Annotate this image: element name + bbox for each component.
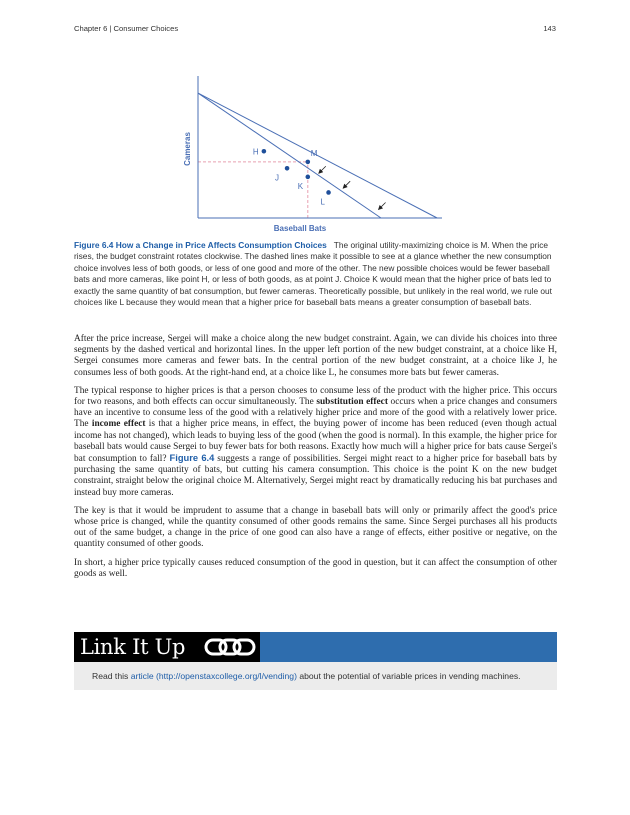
paragraph-4: In short, a higher price typically causes reduced consumption of the good in question, but it can affect the consumption of other goods as well.	[74, 557, 557, 579]
x-axis-label: Baseball Bats	[273, 224, 327, 233]
figure-caption	[74, 240, 557, 308]
point-label-h: H	[252, 147, 259, 157]
point-l	[326, 190, 331, 195]
link-it-up-text-before: Read this	[92, 671, 131, 681]
figure-reference-link[interactable]: Figure 6.4	[169, 453, 215, 464]
link-it-up-box	[74, 632, 557, 690]
paragraph-2-part-d: suggests a range of possibilities. Sergei might react to a higher price for baseball bats by purchasing the same quantity of bats, but cutting his camera consumption. This choice is the point K on the new budget constraint, straight below the original choice M. Alternatively, Sergei might react by dramatically reducing his bat purchases and instead buy more cameras.	[74, 454, 557, 498]
link-it-up-header	[74, 632, 557, 662]
running-header-chapter: Chapter 6 | Consumer Choices	[74, 24, 179, 33]
new-budget-constraint	[198, 93, 381, 218]
paragraph-2-part-b: occurs when a price changes and consumers have an incentive to consume less of the good with a relatively higher price and more of the good with a relatively lower price. The	[74, 397, 558, 430]
point-k	[306, 175, 311, 180]
link-it-up-text-after: about the potential of variable prices in vending machines.	[296, 671, 521, 681]
point-h	[262, 149, 267, 154]
paragraph-2-part-a: The typical response to higher prices is that a person chooses to consume less of the product with the higher price. This occurs for two reasons, and both effects can occur simultaneously. The	[74, 385, 557, 408]
point-label-l: L	[320, 197, 325, 207]
budget-constraint-chart	[180, 68, 450, 238]
figure-caption-label: Figure 6.4 How a Change in Price Affects Consumption Choices	[74, 240, 327, 250]
term-income-effect: income effect	[91, 419, 146, 430]
link-it-up-title: Link It Up	[74, 632, 260, 662]
point-label-m: M	[310, 148, 318, 158]
paragraph-3: The key is that it would be imprudent to assume that a change in baseball bats will only or primarily affect the good's price whose price is changed, while the quantity consumed of other goods remains the same. Since Sergei purchases all his products out of the same budget, a change in the price of one good can also have a range of effects, either positive or negative, on the quantity consumed of other goods.	[74, 505, 557, 550]
rotation-arrow-1	[319, 166, 326, 173]
link-it-up-body	[74, 662, 557, 690]
paragraph-2	[74, 386, 557, 499]
y-axis-label: Cameras	[183, 132, 192, 166]
figure-caption-text: The original utility-maximizing choice is M. When the price rises, the budget constraint rotates clockwise. The dashed lines make it possible to see at a glance whether the new consumption choice involves less of both goods, or less of one good and more of the other. The new possible choices would be fewer baseball bats and more cameras, like point H, or less of both goods, as at point J. Choice K would mean that the higher price of bats led to exactly the same quantity of bat consumption, but fewer cameras. Theoretically possible, but unlikely in the real world, we rule out choices like L because they would mean that a higher price for baseball bats means a greater consumption of baseball bats.	[74, 240, 553, 308]
term-substitution-effect: substitution effect	[316, 397, 388, 408]
page-number: 143	[543, 24, 556, 33]
point-j	[285, 166, 290, 171]
rotation-arrow-2	[343, 181, 350, 188]
rotation-arrow-3	[379, 202, 386, 209]
paragraph-1: After the price increase, Sergei will make a choice along the new budget constraint. Again, we can divide his choices into three segments by the dashed vertical and horizontal lines. In the upper left portion of the new budget constraint, at a choice like H, Sergei consumes more cameras and fewer bats. In the central portion of the new budget constraint, at a choice like J, he consumes less of both goods. At the right-hand end, at a choice like L, he consumes more bats but fewer cameras.	[74, 334, 557, 378]
chain-link-icon	[204, 636, 256, 658]
vending-article-link[interactable]: article (http://openstaxcollege.org/l/vending)	[130, 671, 297, 681]
paragraph-2-part-c: is that a higher price means, in effect, the buying power of income has been reduced (even though actual income has not changed), which leads to buying less of the good (when the good is normal). In this example, the higher price for baseball bats would cause Sergei to buy fewer bats for both reasons. Exactly how much will a higher price for bats cause Sergei's bat consumption to fall?	[74, 419, 557, 465]
original-budget-constraint	[198, 93, 437, 218]
point-label-j: J	[275, 173, 280, 183]
body-text	[74, 334, 557, 587]
point-label-k: K	[297, 181, 304, 191]
point-m	[306, 160, 311, 165]
